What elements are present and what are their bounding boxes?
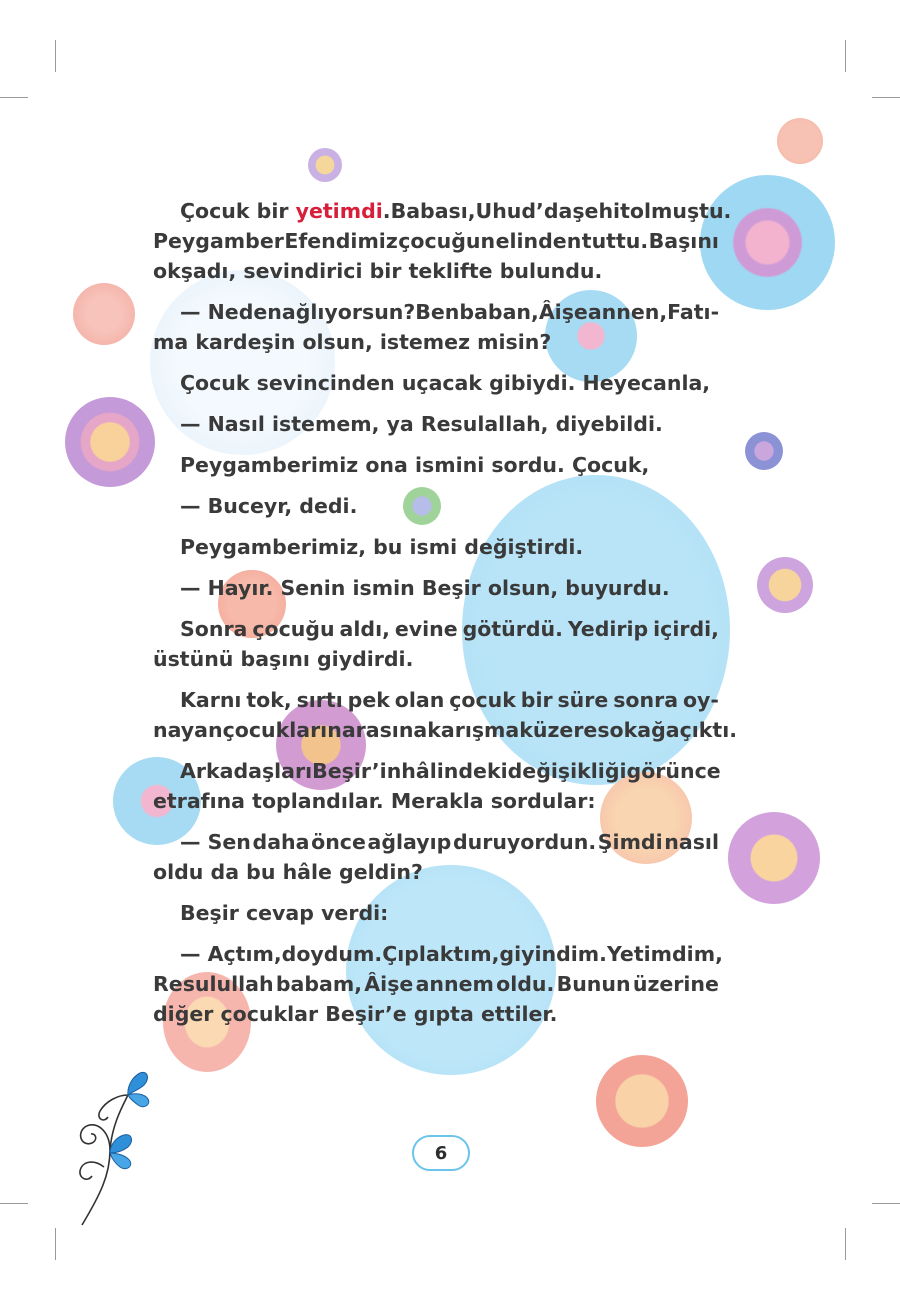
word: evine [394, 617, 458, 641]
word: Babası, [390, 199, 476, 223]
word: Resulullah [153, 972, 274, 996]
word: önce [311, 830, 366, 854]
word: üzerine [632, 972, 719, 996]
word: doydum. [281, 942, 383, 966]
word: sonra [613, 688, 679, 712]
word: sokağa [597, 718, 680, 742]
word: çocuk [449, 688, 516, 712]
word: Bunun [556, 972, 631, 996]
crop-mark [55, 40, 56, 72]
word: — Açtım, [180, 942, 282, 966]
word: Yedirip [567, 617, 649, 641]
word: Yetimdim, [606, 942, 723, 966]
word: oldu. [496, 972, 555, 996]
word: görünce [626, 759, 721, 783]
decor-bubble [73, 283, 135, 345]
word: tuttu. [581, 229, 649, 253]
crop-mark [872, 1203, 900, 1204]
word: Ben [415, 300, 460, 324]
word: annem [415, 972, 494, 996]
word: üzere [532, 718, 598, 742]
word: Çıplaktım, [382, 942, 500, 966]
dialogue-line: oldu da bu hâle geldin? [153, 860, 423, 884]
crop-mark [0, 1203, 28, 1204]
word: — Neden [180, 300, 282, 324]
crop-mark [55, 1228, 56, 1260]
word: arasına [341, 718, 428, 742]
word: giyindim. [499, 942, 607, 966]
word: şehit [572, 199, 630, 223]
word: aldı, [339, 617, 390, 641]
word: süre [557, 688, 609, 712]
word: nasıl [664, 830, 719, 854]
word: daha [252, 830, 310, 854]
dialogue-line: — Buceyr, dedi. [180, 494, 358, 518]
page-number: 6 [412, 1135, 470, 1171]
word: ağlayıp [367, 830, 452, 854]
paragraph-line [153, 685, 719, 715]
word: içirdi, [653, 617, 719, 641]
crop-mark [845, 1228, 846, 1260]
word: bir [520, 688, 553, 712]
paragraph-line: üstünü başını giydirdi. [153, 647, 414, 671]
word: Uhud’da [475, 199, 573, 223]
word: baban, [459, 300, 539, 324]
paragraph-line [153, 756, 719, 786]
word: oy- [682, 688, 719, 712]
crop-mark [0, 97, 28, 98]
word: Başını [648, 229, 719, 253]
decor-bubble [777, 118, 823, 164]
word: sırtı [296, 688, 343, 712]
paragraph-line: Çocuk sevincinden uçacak gibiydi. Heyecanla, [180, 371, 711, 395]
dialogue-line [153, 827, 719, 857]
word: çocuğun [398, 229, 496, 253]
word: götürdü. [462, 617, 563, 641]
word: çocukların [222, 718, 342, 742]
dialogue-line [153, 297, 719, 327]
word: tok, [246, 688, 292, 712]
word: Fatı- [667, 300, 720, 324]
word: — Sen [180, 830, 251, 854]
dialogue-line: — Nasıl istemem, ya Resulallah, diyebildi. [180, 412, 663, 436]
decor-bubble [308, 148, 342, 182]
word: duruyordun. [452, 830, 597, 854]
word: pek [347, 688, 390, 712]
word: olan [394, 688, 445, 712]
word: Şimdi [597, 830, 663, 854]
word: . [382, 199, 391, 223]
word: karışmak [427, 718, 533, 742]
dialogue-line [153, 969, 719, 999]
highlighted-word: yetimdi [295, 199, 383, 223]
word: elinden [495, 229, 582, 253]
dialogue-line [153, 939, 723, 969]
paragraph-line: Peygamberimiz ona ismini sordu. Çocuk, [180, 453, 650, 477]
butterfly-swirl-icon [70, 1065, 160, 1230]
decor-bubble [596, 1055, 688, 1147]
word: babam, [275, 972, 363, 996]
word: Beşir’in [312, 759, 402, 783]
paragraph-line: Beşir cevap verdi: [180, 901, 389, 925]
word: çıktı. [679, 718, 738, 742]
word: Karnı [180, 688, 242, 712]
dialogue-line: diğer çocuklar Beşir’e gıpta ettiler. [153, 1002, 558, 1026]
word: Âişe [364, 972, 414, 996]
word: Peygamber [153, 229, 284, 253]
story-text [153, 196, 738, 1029]
word: değişikliği [507, 759, 627, 783]
paragraph-line [153, 196, 732, 226]
crop-mark [845, 40, 846, 72]
dialogue-line: — Hayır. Senin ismin Beşir olsun, buyurdu. [180, 576, 670, 600]
word: Arkadaşları [180, 759, 313, 783]
decor-bubble [65, 397, 155, 487]
word: olmuştu. [629, 199, 732, 223]
dialogue-line: ma kardeşin olsun, istemez misin? [153, 330, 552, 354]
word: Sonra [180, 617, 248, 641]
word: nayan [153, 718, 223, 742]
paragraph-line [153, 614, 719, 644]
word: bir [256, 199, 289, 223]
word: çocuğu [252, 617, 335, 641]
paragraph-line: etrafına toplandılar. Merakla sordular: [153, 789, 596, 813]
word: ağlıyorsun? [281, 300, 416, 324]
decor-bubble [745, 432, 783, 470]
word: Âişe [538, 300, 588, 324]
word: Efendimiz [284, 229, 398, 253]
crop-mark [872, 97, 900, 98]
paragraph-line: Peygamberimiz, bu ismi değiştirdi. [180, 535, 584, 559]
decor-bubble [728, 812, 820, 904]
word: annen, [587, 300, 668, 324]
decor-bubble [757, 557, 813, 613]
paragraph-line: okşadı, sevindirici bir teklifte bulundu. [153, 259, 603, 283]
word: Çocuk [180, 199, 250, 223]
paragraph-line [153, 226, 719, 256]
word: hâlindeki [401, 759, 508, 783]
paragraph-line [153, 715, 738, 745]
line-start [180, 196, 391, 226]
